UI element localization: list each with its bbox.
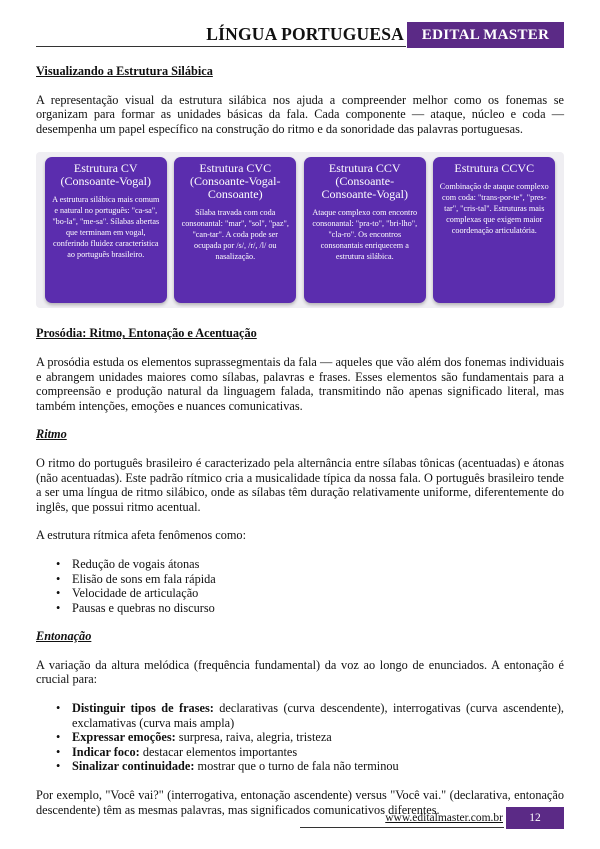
list-item: • Elisão de sons em fala rápida — [56, 572, 564, 587]
list-item-term: Expressar emoções: — [72, 730, 176, 745]
page-number: 12 — [506, 807, 564, 829]
card-ccvc — [433, 157, 555, 303]
list-item: • Velocidade de articulação — [56, 586, 564, 601]
card-cv — [45, 157, 167, 303]
subsection-title-entonacao: Entonação — [36, 629, 92, 644]
page-content — [36, 64, 564, 817]
list-item-text: mostrar que o turno de fala não terminou — [194, 759, 399, 774]
card-description: Combinação de ataque complexo com coda: "trans-por-te", "pres-tar", "cris-tal". Estruturas mais complexas que exigem maior coordenação articulatória. — [439, 182, 549, 236]
card-cvc — [174, 157, 296, 303]
list-item — [56, 730, 564, 745]
header-rule — [36, 46, 406, 47]
paragraph-ritmo: O ritmo do português brasileiro é caracterizado pela alternância entre sílabas tônicas (acentuadas) e átonas (não acentuadas). Este padrão rítmico cria a musicalidade típica da nossa fala. O português brasileiro tende a ser uma língua de ritmo silábico, onde as sílabas têm duração relativamente uniforme, diferentemente do inglês, que possui ritmo acentual. — [36, 455, 564, 514]
card-ccv — [304, 157, 426, 303]
card-title: Estrutura CCVC — [454, 161, 535, 176]
section-title-visual: Visualizando a Estrutura Silábica — [36, 64, 213, 78]
card-title: Estrutura CVC (Consoante-Vogal-Consoante) — [190, 161, 281, 202]
list-item-term: Sinalizar continuidade: — [72, 759, 195, 774]
subsection-title-ritmo: Ritmo — [36, 427, 67, 442]
paragraph-entonacao: A variação da altura melódica (frequência fundamental) da voz ao longo de enunciados. A entonação é crucial para: — [36, 657, 564, 687]
footer-rule — [300, 827, 504, 828]
list-item-text: surpresa, raiva, alegria, tristeza — [175, 730, 332, 745]
card-title: Estrutura CCV (Consoante-Consoante-Vogal) — [321, 161, 408, 202]
header-brand-badge: EDITAL MASTER — [407, 22, 564, 48]
paragraph-entonacao-example: Por exemplo, "Você vai?" (interrogativa, entonação ascendente) versus "Você vai." (declarativa, entonação descendente) têm as mesmas palavras, mas significados comunicativos diferentes. — [36, 788, 564, 817]
section-title-prosodia: Prosódia: Ritmo, Entonação e Acentuação — [36, 326, 257, 341]
ritmo-list — [56, 557, 564, 615]
card-description: Ataque complexo com encontro consonantal: "pra-to", "bri-lho", "cla-ro". Os encontros consonantais enriquecem a estrutura silábica. — [312, 208, 418, 262]
list-item — [56, 701, 564, 730]
footer-website-link[interactable]: www.editalmaster.com.br — [385, 812, 503, 824]
list-item-text: destacar elementos importantes — [139, 744, 298, 759]
page-header — [36, 22, 564, 48]
list-item: • Pausas e quebras no discurso — [56, 601, 564, 616]
list-item — [56, 759, 564, 774]
list-item-term: Distinguir tipos de frases: — [72, 701, 214, 716]
list-item-term: Indicar foco: — [72, 744, 140, 759]
list-item: • Redução de vogais átonas — [56, 557, 564, 572]
header-subject: LÍNGUA PORTUGUESA — [206, 24, 404, 44]
paragraph-ritmo-lead: A estrutura rítmica afeta fenômenos como: — [36, 528, 246, 543]
paragraph-prosodia-intro: A prosódia estuda os elementos suprassegmentais da fala — aqueles que vão além dos fonemas individuais e abrangem unidades maiores como sílabas, palavras e frases. Esses elementos são fundamentais para a compreensão e produção natural da linguagem falada, transmitindo não apenas significado literal, mas também intenções, emoções e nuances comunicativas. — [36, 354, 564, 413]
entonacao-list — [56, 701, 564, 774]
list-item — [56, 745, 564, 760]
card-description: A estrutura silábica mais comum e natural no português: "ca-sa", "bo-la", "me-sa". Sílabas abertas que terminam em vogal, conferindo fluidez característica ao português brasileiro. — [52, 195, 160, 260]
card-description: Sílaba travada com coda consonantal: "mar", "sol", "paz", "can-tar". A coda pode ser ocupada por /s/, /r/, /l/ ou nasalização. — [181, 208, 289, 262]
syllable-structure-cards — [36, 152, 564, 308]
card-title: Estrutura CV (Consoante-Vogal) — [60, 161, 151, 189]
list-item-text: declarativas (curva descendente), interrogativas (curva ascendente), exclamativas (curva mais ampla) — [72, 701, 565, 730]
paragraph-visual-intro: A representação visual da estrutura silábica nos ajuda a compreender melhor como os fonemas se organizam para formar as unidades básicas da fala. Cada componente — ataque, núcleo e coda — desempenha um papel específico na construção do ritmo e da sonoridade das palavras portuguesas. — [36, 92, 564, 136]
